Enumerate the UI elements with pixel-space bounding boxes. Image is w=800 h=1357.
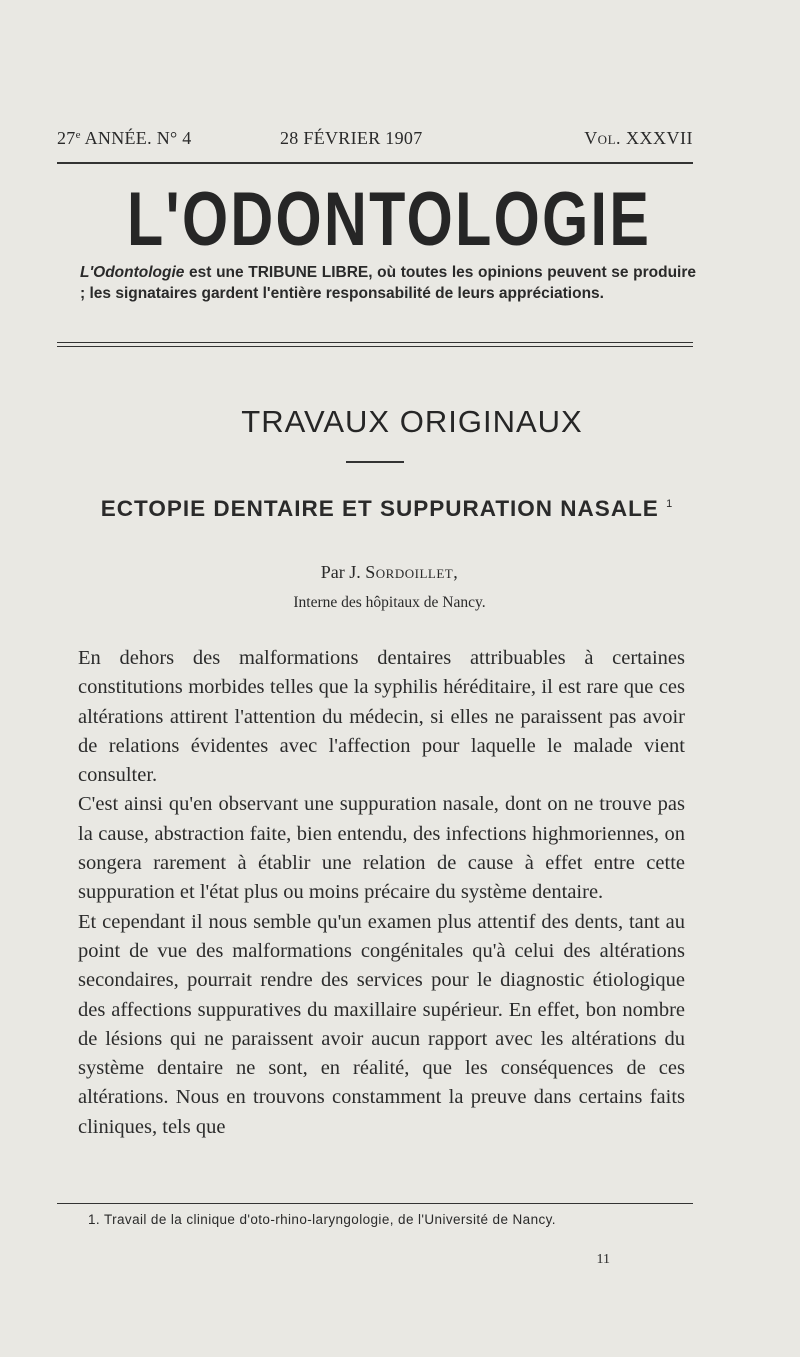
section-title: TRAVAUX ORIGINAUX <box>241 404 583 439</box>
paragraph: Et cependant il nous semble qu'un examen plus attentif des dents, tant au point de vue des malformations congénitales qu'à celui des altérations secondaires, pourrait rendre des services pour le diagnostic étiologique des affections suppuratives du maxillaire supérieur. En effet, bon nombre de lésions qui ne paraissent avoir aucun rapport avec les altérations du système dentaire ne sont, en réalité, que les conséquences de ces altérations. Nous en trouvons constamment la preuve dans certains faits cliniques, tels que <box>78 910 685 1138</box>
header-rule <box>57 162 693 164</box>
volume-number: Vol. XXXVII <box>584 128 693 148</box>
article-body <box>78 644 685 1142</box>
masthead-double-rule <box>57 342 693 347</box>
paragraph: En dehors des malformations dentaires attribuables à certaines constitutions morbides telles que la syphilis héréditaire, il est rare que ces altérations attirent l'attention du médecin, si elles ne paraissent pas avoir de relations évidentes avec l'affection pour laquelle le malade vient consulter. <box>78 647 685 787</box>
issue-date: 28 FÉVRIER 1907 <box>280 128 423 148</box>
journal-name: L'Odontologie <box>80 264 185 281</box>
paragraph: C'est ainsi qu'en observant une suppuration nasale, dont on ne trouve pas la cause, abstraction faite, bien entendu, des infections highmoriennes, on songera rarement à établir une relation de cause à effet entre cette suppuration et l'état plus ou moins précaire du système dentaire. <box>78 793 685 904</box>
footnote-marker: 1 <box>666 498 674 510</box>
section-divider <box>346 461 404 463</box>
footnote: 1. Travail de la clinique d'oto-rhino-laryngologie, de l'Université de Nancy. <box>88 1212 556 1227</box>
article-title: ECTOPIE DENTAIRE ET SUPPURATION NASALE $^1$ <box>100 496 674 521</box>
issue-number: 27e ANNÉE. N° 4 <box>57 128 192 148</box>
author-affiliation: Interne des hôpitaux de Nancy. <box>293 594 486 611</box>
page-number: 11 <box>596 1252 610 1267</box>
editorial-notice <box>80 262 696 304</box>
author-name: Sordoillet, <box>365 562 459 582</box>
journal-masthead: L'ODONTOLOGIE <box>126 177 652 262</box>
byline: Par J. Sordoillet, <box>320 562 459 582</box>
footnote-rule <box>57 1203 693 1204</box>
notice-text: est une TRIBUNE LIBRE, où toutes les opinions peuvent se produire ; les signataires gardent l'entière responsabilité de leurs appréciations. <box>80 264 696 302</box>
